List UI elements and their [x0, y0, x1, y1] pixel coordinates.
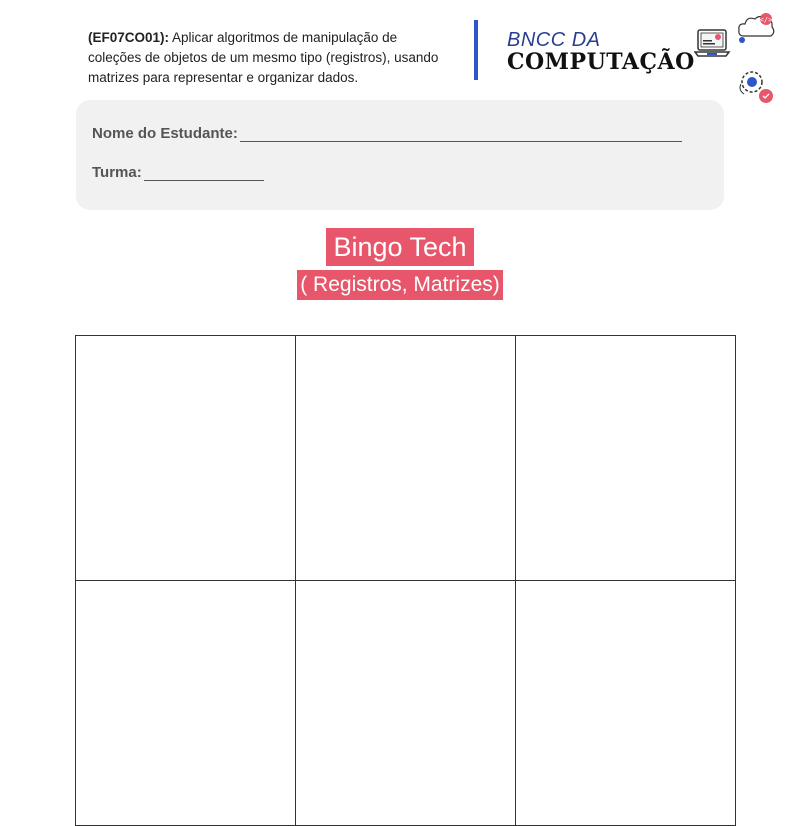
description-line-3: matrizes para representar e organizar dados. [88, 70, 359, 85]
cloud-code-icon [739, 13, 774, 43]
bingo-cell[interactable] [516, 336, 736, 581]
student-name-field[interactable] [92, 125, 682, 142]
gear-icon [740, 72, 773, 103]
description-line-2: coleções de objetos de um mesmo tipo (registros), usando [88, 50, 439, 65]
class-line[interactable] [144, 164, 264, 181]
student-name-label: Nome do Estudante: [92, 125, 238, 142]
bingo-grid [75, 335, 736, 826]
standard-code: (EF07CO01): [88, 30, 170, 45]
description-line-1: Aplicar algoritmos de manipulação de [169, 30, 398, 45]
title-block [0, 228, 800, 300]
standard-text [88, 28, 478, 88]
laptop-icon [695, 30, 729, 56]
page-title: Bingo Tech [326, 228, 473, 266]
computer-gears-illustration-icon [694, 10, 784, 110]
svg-text:</>: </> [759, 16, 773, 24]
page-subtitle: ( Registros, Matrizes) [297, 270, 503, 300]
class-field[interactable] [92, 164, 264, 181]
brand-bottom-text: COMPUTAÇÃO [507, 49, 695, 75]
bingo-cell[interactable] [296, 336, 516, 581]
class-label: Turma: [92, 164, 142, 181]
bingo-cell[interactable] [76, 336, 296, 581]
bingo-cell[interactable] [76, 581, 296, 826]
student-info-box [76, 100, 724, 210]
bingo-cell[interactable] [516, 581, 736, 826]
standard-description [88, 28, 478, 88]
student-name-line[interactable] [240, 125, 682, 142]
header-divider [474, 20, 478, 80]
bingo-cell[interactable] [296, 581, 516, 826]
brand-top-text: BNCC DA [507, 29, 601, 51]
brand-logo [507, 30, 695, 74]
